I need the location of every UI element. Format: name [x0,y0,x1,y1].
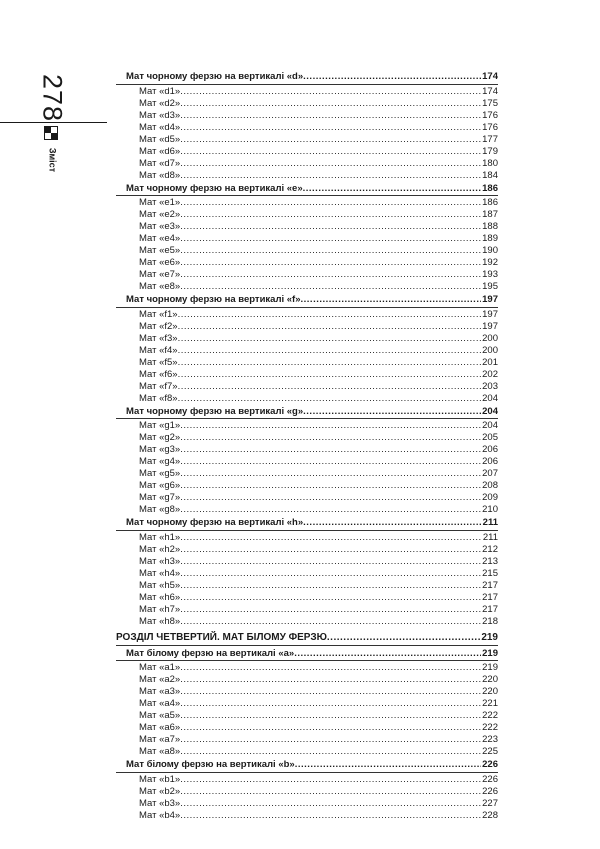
toc-group-heading [116,70,498,85]
dot-leader [303,182,482,196]
toc-entry-title: Мат «d3» [139,109,181,121]
dot-leader [180,233,481,245]
chessboard-icon [44,126,58,140]
toc-entry-title: Мат «g1» [139,420,181,431]
dot-leader [180,810,481,822]
toc-entry [116,616,498,628]
toc-entry-title: Мат «d5» [139,133,181,145]
dot-leader [180,420,481,432]
toc-entry-title: Мат «g3» [139,444,181,455]
toc-entry-title: Мат «g7» [139,492,181,503]
toc-entry-page: 176 [482,109,498,121]
toc-entry [116,592,498,604]
toc-entry-title: Мат «d8» [139,169,181,181]
toc-entry-title: Мат «h5» [139,579,181,591]
toc-entry [116,369,498,381]
dot-leader [178,309,482,321]
toc-entry-title: Мат «a4» [139,698,181,709]
dot-leader [295,758,481,772]
toc-entry-title: Мат «g5» [139,468,181,479]
toc-entry [116,333,498,345]
dot-leader [180,674,481,686]
toc-entry-title: РОЗДІЛ ЧЕТВЕРТИЙ. МАТ БІЛОМУ ФЕРЗЮ [116,631,327,643]
toc-entry [116,432,498,444]
toc-entry-page: 220 [482,686,498,697]
dot-leader [303,70,481,84]
toc-entry-title: Мат «d7» [139,157,181,169]
toc-entry-title: Мат «g8» [139,504,181,515]
toc-entry-title: Мат «g2» [139,432,181,443]
toc-entry-title: Мат «b1» [139,773,181,785]
toc-entry [116,722,498,734]
toc-entry-page: 215 [482,567,498,579]
toc-entry [116,134,498,146]
toc-entry [116,269,498,281]
toc-entry-title: Мат «d6» [139,145,181,157]
section-label: Зміст [47,147,58,173]
toc-entry [116,110,498,122]
toc-entry-title: Мат чорному ферзю на вертикалі «g» [126,405,304,417]
toc-entry-page: 217 [482,579,498,591]
dot-leader [180,556,481,568]
toc-entry [116,209,498,221]
dot-leader [180,710,481,722]
dot-leader [180,146,481,158]
dot-leader [180,798,481,810]
toc-entry [116,710,498,722]
toc-entry [116,357,498,369]
toc-entry-title: Мат «g4» [139,456,181,467]
toc-entry-page: 226 [482,759,498,770]
toc-entry-title: Мат «f4» [139,344,178,356]
toc-entry-page: 217 [482,591,498,603]
toc-entry-title: Мат «a6» [139,722,181,733]
toc-entry-title: Мат «h8» [139,615,181,627]
toc-entry-page: 186 [482,197,498,208]
toc-chapter-heading [116,631,498,646]
toc-entry [116,604,498,616]
toc-entry [116,86,498,98]
dot-leader [178,333,482,345]
toc-group-heading [116,182,498,197]
toc-entry-title: Мат «h2» [139,543,181,555]
toc-entry-title: Мат «b4» [139,809,181,821]
dot-leader [180,480,481,492]
dot-leader [180,134,481,146]
dot-leader [180,444,481,456]
toc-entry-page: 204 [482,420,498,431]
toc-entry [116,98,498,110]
toc-entry-page: 208 [482,480,498,491]
toc-entry [116,734,498,746]
toc-entry [116,556,498,568]
toc-entry [116,674,498,686]
toc-entry-title: Мат «e1» [139,197,181,208]
toc-entry-title: Мат «e3» [139,221,181,232]
toc-entry [116,321,498,333]
dot-leader [180,604,481,616]
dot-leader [180,616,481,628]
toc-entry-page: 226 [482,773,498,785]
toc-entry [116,381,498,393]
toc-entry-title: Мат «g6» [139,480,181,491]
toc-entry-page: 197 [482,294,498,305]
toc-entry-title: Мат «b2» [139,785,181,797]
toc-entry-title: Мат «d2» [139,97,181,109]
toc-entry-page: 197 [482,308,498,320]
dot-leader [180,532,482,544]
toc-entry-page: 190 [482,245,498,256]
toc-entry-page: 189 [482,233,498,244]
dot-leader [327,631,480,645]
toc-entry [116,257,498,269]
dot-leader [303,405,481,419]
toc-entry-title: Мат «a3» [139,686,181,697]
dot-leader [180,269,481,281]
toc-entry-page: 186 [482,182,498,194]
toc-entry-page: 219 [481,631,498,643]
toc-entry-page: 226 [482,785,498,797]
toc-entry-title: Мат «f5» [139,356,178,368]
toc-entry-page: 176 [482,121,498,133]
dot-leader [178,381,482,393]
dot-leader [180,662,481,674]
toc-group-heading [116,516,498,531]
dot-leader [180,245,481,257]
toc-entry-page: 193 [482,269,498,280]
toc-entry-title: Мат «f2» [139,320,178,332]
toc-entry-title: Мат «a5» [139,710,181,721]
dot-leader [180,281,481,293]
toc-entry [116,504,498,516]
toc-group-heading [116,647,498,662]
toc-entry-page: 202 [482,368,498,380]
dot-leader [180,722,481,734]
toc-entry [116,245,498,257]
toc-entry-page: 212 [482,543,498,555]
toc-entry-page: 200 [482,344,498,356]
toc-group-heading [116,758,498,773]
toc-entry-page: 180 [482,157,498,169]
toc-entry [116,580,498,592]
toc-entry [116,122,498,134]
toc-entry-page: 221 [482,698,498,709]
dot-leader [180,110,481,122]
toc-entry-page: 195 [482,281,498,292]
toc-entry-page: 225 [482,746,498,757]
toc-entry-title: Мат чорному ферзю на вертикалі «d» [126,71,304,82]
toc-entry-page: 175 [482,97,498,109]
toc-entry-title: Мат «a1» [139,662,181,673]
toc-entry-title: Мат «e5» [139,245,181,256]
toc-entry [116,170,498,182]
toc-entry-title: Мат «e6» [139,257,181,268]
dot-leader [180,456,481,468]
dot-leader [180,686,481,698]
dot-leader [180,257,481,269]
toc-entry-title: Мат чорному ферзю на вертикалі «h» [126,517,304,528]
dot-leader [303,516,482,530]
toc-entry-page: 219 [482,662,498,673]
toc-entry-title: Мат «h3» [139,555,181,567]
toc-entry-title: Мат «e8» [139,281,181,292]
page-number: 278 [37,73,68,123]
toc-entry-page: 184 [482,169,498,181]
dot-leader [301,293,482,307]
toc-entry-page: 197 [482,320,498,332]
toc-entry [116,197,498,209]
toc-entry [116,568,498,580]
toc-entry-title: Мат «a2» [139,674,181,685]
dot-leader [180,734,481,746]
toc-entry-page: 223 [482,734,498,745]
toc-entry [116,345,498,357]
toc-entry [116,774,498,786]
margin-rule [0,122,107,123]
toc-entry-title: Мат «f8» [139,392,178,404]
toc-entry-page: 206 [482,444,498,455]
toc-entry-title: Мат «h1» [139,531,181,543]
dot-leader [180,544,481,556]
dot-leader [178,369,482,381]
dot-leader [180,568,481,580]
dot-leader [178,357,482,369]
toc-entry-page: 204 [482,392,498,404]
toc-entry [116,532,498,544]
toc-entry [116,810,498,822]
toc-entry-title: Мат «f3» [139,332,178,344]
toc-entry [116,798,498,810]
toc-entry-page: 211 [482,531,498,543]
toc-entry-page: 207 [482,468,498,479]
dot-leader [178,321,482,333]
toc-entry-page: 210 [482,504,498,515]
toc-entry [116,544,498,556]
toc-entry [116,309,498,321]
toc-entry [116,468,498,480]
toc-entry-page: 217 [482,603,498,615]
toc-entry-page: 187 [482,209,498,220]
dot-leader [180,158,481,170]
toc-entry-page: 211 [482,517,498,528]
toc-entry-page: 218 [482,615,498,627]
dot-leader [180,86,481,98]
dot-leader [180,786,481,798]
toc-entry-title: Мат «a8» [139,746,181,757]
toc-entry-title: Мат «f6» [139,368,178,380]
toc-entry-title: Мат «f7» [139,380,178,392]
toc-entry [116,786,498,798]
toc-entry [116,233,498,245]
dot-leader [180,432,481,444]
dot-leader [180,468,481,480]
toc-entry-page: 227 [482,797,498,809]
toc-entry [116,686,498,698]
toc-entry [116,146,498,158]
toc-entry-title: Мат «d1» [139,85,181,97]
toc-entry-page: 206 [482,456,498,467]
toc-entry [116,444,498,456]
toc-entry-page: 174 [482,85,498,97]
toc-entry-page: 228 [482,809,498,821]
dot-leader [178,345,482,357]
toc-entry-title: Мат «d4» [139,121,181,133]
toc-entry-page: 188 [482,221,498,232]
toc-entry-page: 203 [482,380,498,392]
dot-leader [180,504,481,516]
toc-entry [116,158,498,170]
toc-entry-page: 174 [482,71,498,82]
toc-entry-title: Мат чорному ферзю на вертикалі «e» [126,182,303,194]
table-of-contents [116,70,498,822]
toc-entry [116,393,498,405]
dot-leader [180,98,481,110]
dot-leader [180,122,481,134]
dot-leader [178,393,482,405]
toc-group-heading [116,405,498,420]
dot-leader [180,592,481,604]
dot-leader [180,774,481,786]
toc-entry [116,281,498,293]
toc-entry [116,420,498,432]
toc-entry [116,221,498,233]
toc-entry-page: 200 [482,332,498,344]
toc-entry-title: Мат «h6» [139,591,181,603]
toc-entry [116,480,498,492]
toc-entry-title: Мат «h4» [139,567,181,579]
toc-entry-page: 179 [482,145,498,157]
toc-entry-title: Мат «b3» [139,797,181,809]
toc-entry [116,456,498,468]
toc-entry-title: Мат «e4» [139,233,181,244]
toc-entry-title: Мат білому ферзю на вертикалі «a» [126,647,295,659]
toc-entry [116,746,498,758]
toc-entry [116,492,498,504]
toc-entry-title: Мат «a7» [139,734,181,745]
toc-entry-title: Мат чорному ферзю на вертикалі «f» [126,294,301,305]
toc-entry-title: Мат білому ферзю на вертикалі «b» [126,759,295,770]
dot-leader [180,580,481,592]
toc-entry [116,698,498,710]
toc-entry-page: 220 [482,674,498,685]
toc-entry-title: Мат «f1» [139,308,178,320]
dot-leader [180,170,481,182]
dot-leader [180,746,481,758]
toc-entry-page: 204 [482,405,498,417]
toc-entry-page: 213 [482,555,498,567]
dot-leader [180,221,481,233]
dot-leader [180,492,481,504]
toc-entry-title: Мат «e2» [139,209,181,220]
toc-entry-page: 177 [482,133,498,145]
toc-entry-page: 209 [482,492,498,503]
dot-leader [180,197,481,209]
toc-entry-page: 222 [482,710,498,721]
toc-entry-page: 192 [482,257,498,268]
toc-entry-title: Мат «e7» [139,269,181,280]
dot-leader [180,698,481,710]
toc-entry-page: 219 [482,647,498,659]
toc-entry-title: Мат «h7» [139,603,181,615]
toc-group-heading [116,293,498,308]
toc-entry-page: 222 [482,722,498,733]
toc-entry-page: 201 [482,356,498,368]
dot-leader [294,647,481,661]
toc-entry [116,662,498,674]
dot-leader [180,209,481,221]
toc-entry-page: 205 [482,432,498,443]
